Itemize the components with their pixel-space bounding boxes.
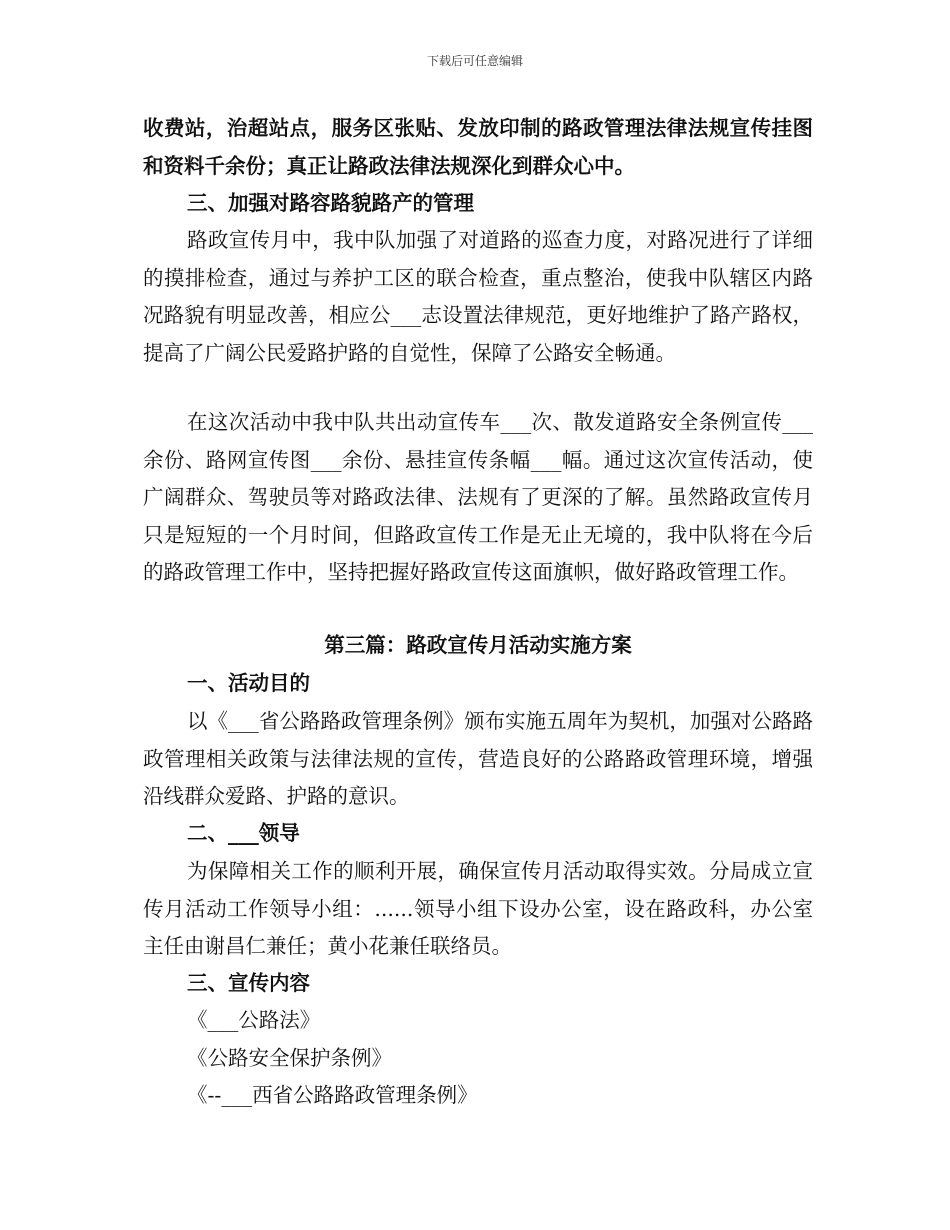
paragraph-1: 收费站，治超站点，服务区张贴、发放印制的路政管理法律法规宣传挂图和资料千余份；真正让路政法律法规深化到群众心中。	[143, 116, 813, 178]
page-header: 下载后可任意编辑	[426, 54, 523, 68]
paragraph-2: 路政宣传月中，我中队加强了对道路的巡查力度，对路况进行了详细的摸排检查，通过与养护工区的联合检查，重点整治，使我中队辖区内路况路貌有明显改善，相应公___志设置法律规范，更好地维护了路产路权，提高了广阔公民爱路护路的自觉性，保障了公路安全畅通。	[143, 228, 813, 365]
section-heading-3: 三、加强对路容路貌路产的管理	[187, 191, 474, 215]
list-item: 《公路安全保护条例》	[187, 1046, 392, 1070]
list-item: 《--___西省公路路政管理条例》	[187, 1083, 478, 1107]
paragraph-3: 在这次活动中我中队共出动宣传车___次、散发道路安全条例宣传___余份、路网宣传图___余份、悬挂宣传条幅___幅。通过这次宣传活动，使广阔群众、驾驶员等对路政法律、法规有了更深的了解。虽然路政宣传月只是短短的一个月时间，但路政宣传工作是无止无境的，我中队将在今后的路政管理工作中，坚持把握好路政宣传这面旗帜，做好路政管理工作。	[143, 410, 813, 584]
section-heading-1: 一、活动目的	[187, 671, 310, 695]
list-item: 《___公路法》	[187, 1008, 321, 1032]
section-heading-2: 二、___领导	[187, 821, 300, 845]
chapter-title: 第三篇：路政宣传月活动实施方案	[324, 633, 632, 657]
section-heading-3b: 三、宣传内容	[187, 971, 310, 995]
paragraph-5: 为保障相关工作的顺利开展，确保宣传月活动取得实效。分局成立宣传月活动工作领导小组：......领导小组下设办公室，设在路政科，办公室主任由谢昌仁兼任；黄小花兼任联络员。	[143, 859, 813, 958]
paragraph-4: 以《___省公路路政管理条例》颁布实施五周年为契机，加强对公路路政管理相关政策与法律法规的宣传，营造良好的公路路政管理环境，增强沿线群众爱路、护路的意识。	[143, 709, 813, 808]
